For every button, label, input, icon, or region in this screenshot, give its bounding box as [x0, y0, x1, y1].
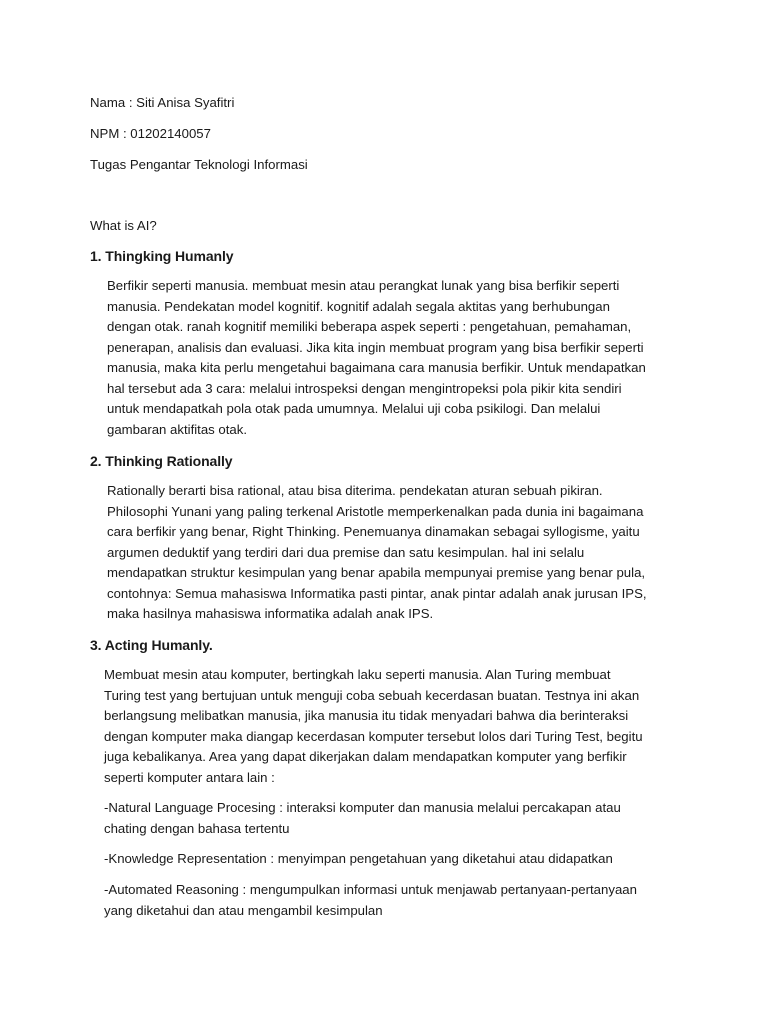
paragraph-line: seperti komputer antara lain : — [104, 769, 275, 785]
paragraph-line: Philosophi Yunani yang paling terkenal Aristotle memperkenalkan pada dunia ini bagaimana — [107, 503, 644, 519]
paragraph-line: Turing test yang bertujuan untuk menguji coba sebuah kecerdasan buatan. Testnya ini akan — [104, 687, 640, 703]
paragraph-line: dengan otak. ranah kognitif memiliki beberapa aspek seperti : pengetahuan, pemahaman, — [107, 319, 632, 334]
list-item-line: -Knowledge Representation : menyimpan pengetahuan yang diketahui atau didapatkan — [104, 851, 613, 866]
list-item-automated-reasoning — [104, 880, 637, 921]
list-item-knowledge-representation — [104, 849, 613, 870]
paragraph-line: manusia. Pendekatan model kognitif. kognitif adalah segala aktitas yang berhubungan — [107, 298, 610, 314]
paragraph-line: maka hasilnya mahasiswa informatika adalah anak IPS. — [107, 606, 434, 621]
paragraph-line: argumen deduktif yang terdiri dari dua premise dan satu kesimpulan. hal ini selalu — [107, 544, 585, 560]
section-heading-thinking-humanly: 1. Thingking Humanly — [90, 248, 234, 264]
paragraph-line: hal tersebut ada 3 cara: melalui introspeksi dengan mengintropeksi pola pikir kita sendiri — [107, 380, 622, 396]
list-item-line: -Natural Language Procesing : interaksi komputer dan manusia melalui percakapan atau — [104, 800, 621, 815]
list-item-line: chating dengan bahasa tertentu — [104, 820, 290, 836]
list-item-natural-language-processing — [104, 798, 621, 839]
paragraph-line: gambaran aktifitas otak. — [107, 421, 248, 437]
list-item-line: -Automated Reasoning : mengumpulkan informasi untuk menjawab pertanyaan-pertanyaan — [104, 882, 637, 897]
list-item-line: yang diketahui dan atau mengambil kesimpulan — [104, 902, 383, 918]
paragraph-line: berlangsung melibatkan manusia, jika manusia itu tidak menyadari bahwa dia berinteraksi — [104, 708, 629, 723]
section-paragraph-thinking-humanly — [107, 276, 646, 440]
paragraph-line: untuk mendapatkah pola otak pada umumnya. Melalui uji coba psikilogi. Dan melalui — [107, 401, 601, 416]
paragraph-line: contohnya: Semua mahasiswa Informatika pasti pintar, anak pintar adalah anak jurusan IPS, — [107, 585, 647, 601]
paragraph-line: cara berfikir yang benar, Right Thinking. Penemuanya dinamakan sebagai syllogisme, yaitu — [107, 524, 640, 539]
student-name: Nama : Siti Anisa Syafitri — [90, 95, 235, 110]
paragraph-line: juga kebalikanya. Area yang dapat dikerjakan dalam mendapatkan komputer yang berfikir — [104, 749, 627, 764]
paragraph-line: dengan komputer maka diangap kecerdasan komputer tersebut lolos dari Turing Test, begitu — [104, 728, 643, 744]
paragraph-line: penerapan, analisis dan evaluasi. Jika kita ingin membuat program yang bisa berfikir seperti — [107, 339, 644, 355]
assignment-title: Tugas Pengantar Teknologi Informasi — [90, 157, 308, 172]
question-heading: What is AI? — [90, 218, 157, 233]
section-heading-thinking-rationally: 2. Thinking Rationally — [90, 453, 233, 469]
student-npm: NPM : 01202140057 — [90, 126, 211, 141]
section-paragraph-thinking-rationally — [107, 481, 647, 625]
paragraph-line: Berfikir seperti manusia. membuat mesin atau perangkat lunak yang bisa berfikir seperti — [107, 278, 620, 293]
section-paragraph-acting-humanly — [104, 665, 643, 788]
section-heading-acting-humanly: 3. Acting Humanly. — [90, 637, 213, 653]
paragraph-line: manusia, maka kita perlu mengetahui bagaimana cara manusia berfikir. Untuk mendapatkan — [107, 360, 646, 375]
paragraph-line: mendapatkan struktur kesimpulan yang benar apabila mempunyai premise yang benar pula, — [107, 565, 646, 580]
paragraph-line: Membuat mesin atau komputer, bertingkah laku seperti manusia. Alan Turing membuat — [104, 667, 611, 682]
paragraph-line: Rationally berarti bisa rational, atau bisa diterima. pendekatan aturan sebuah pikiran. — [107, 483, 603, 498]
